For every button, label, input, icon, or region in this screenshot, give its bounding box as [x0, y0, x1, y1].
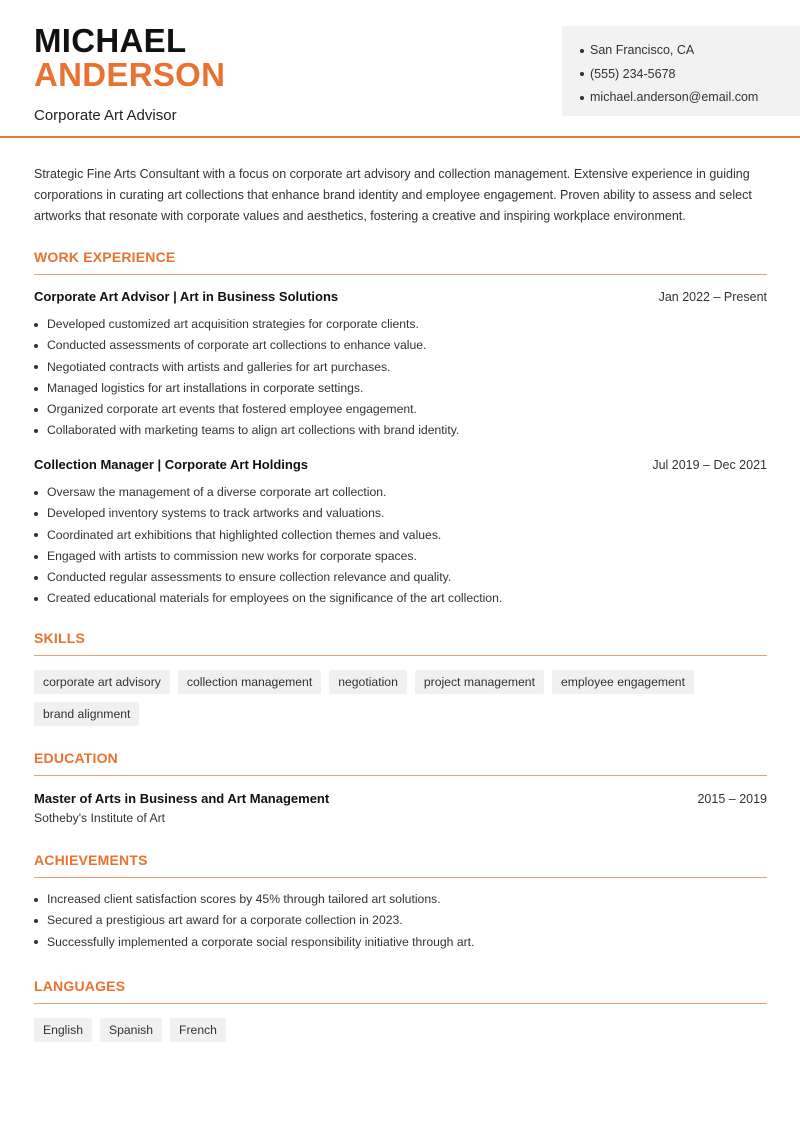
bullet-icon [34, 512, 38, 516]
bullet-icon [34, 919, 38, 923]
bullet-icon [34, 898, 38, 902]
bullet-icon [34, 491, 38, 495]
skill-tag: project management [415, 670, 544, 694]
phone-text: (555) 234-5678 [590, 66, 676, 81]
skill-tag: brand alignment [34, 702, 139, 726]
name-block [34, 24, 225, 124]
bullet-text: Developed inventory systems to track artworks and valuations. [47, 506, 385, 521]
bullet-icon [34, 940, 38, 944]
job-role: Corporate Art Advisor | Art in Business Solutions [34, 289, 339, 304]
job-entry [34, 457, 767, 610]
bullet-icon [34, 429, 38, 433]
language-tag: Spanish [100, 1018, 162, 1042]
email-text[interactable]: michael.anderson@email.com [590, 90, 759, 104]
list-item [34, 588, 767, 609]
bullet-text: Successfully implemented a corporate social responsibility initiative through art. [47, 934, 475, 949]
bullet-text: Conducted regular assessments to ensure collection relevance and quality. [47, 570, 452, 585]
skill-tag: employee engagement [552, 670, 694, 694]
job-role: Collection Manager | Corporate Art Holdings [34, 457, 309, 472]
language-tag: English [34, 1018, 92, 1042]
bullet-text: Secured a prestigious art award for a corporate collection in 2023. [47, 913, 403, 928]
education-heading: EDUCATION [34, 750, 767, 776]
list-item [34, 420, 767, 441]
bullet-icon [34, 344, 38, 348]
school: Sotheby's Institute of Art [34, 811, 166, 825]
bullet-icon [34, 576, 38, 580]
bullet-icon [34, 555, 38, 559]
job-dates: Jul 2019 – Dec 2021 [652, 458, 767, 472]
job-bullets [34, 314, 767, 442]
bullet-icon [34, 408, 38, 412]
bullet-icon [34, 597, 38, 601]
skills-heading: SKILLS [34, 630, 767, 656]
job-dates: Jan 2022 – Present [658, 290, 767, 304]
bullet-text: Increased client satisfaction scores by 45% through tailored art solutions. [47, 892, 441, 906]
bullet-text: Oversaw the management of a diverse corporate art collection. [47, 485, 387, 499]
bullet-icon [580, 96, 584, 100]
bullet-icon [580, 49, 584, 53]
list-item [34, 357, 767, 378]
bullet-text: Engaged with artists to commission new works for corporate spaces. [47, 548, 417, 563]
contact-phone [580, 63, 800, 87]
location-text: San Francisco, CA [590, 43, 695, 57]
list-item [34, 378, 767, 399]
work-experience-heading: WORK EXPERIENCE [34, 249, 767, 275]
contact-location [580, 39, 800, 63]
bullet-text: Negotiated contracts with artists and galleries for art purchases. [47, 359, 391, 374]
bullet-text: Organized corporate art events that fostered employee engagement. [47, 402, 417, 417]
list-item [34, 889, 767, 910]
list-item [34, 910, 767, 931]
achievements-list [34, 889, 767, 953]
education-dates: 2015 – 2019 [697, 792, 767, 806]
bullet-icon [580, 72, 584, 76]
job-entry [34, 289, 767, 442]
bullet-text: Developed customized art acquisition strategies for corporate clients. [47, 317, 419, 331]
job-title: Corporate Art Advisor [34, 107, 177, 124]
contact-box [562, 26, 800, 116]
list-item [34, 335, 767, 356]
skill-tag: collection management [178, 670, 321, 694]
list-item [34, 503, 767, 524]
achievements-heading: ACHIEVEMENTS [34, 852, 767, 878]
list-item [34, 525, 767, 546]
list-item [34, 932, 767, 953]
languages-list [34, 1018, 767, 1042]
contact-email [580, 86, 800, 110]
list-item [34, 314, 767, 335]
last-name: ANDERSON [34, 56, 226, 93]
list-item [34, 482, 767, 503]
language-tag: French [170, 1018, 226, 1042]
list-item [34, 399, 767, 420]
degree: Master of Arts in Business and Art Management [34, 791, 330, 806]
bullet-icon [34, 365, 38, 369]
skill-tag: corporate art advisory [34, 670, 170, 694]
education-entry [34, 791, 767, 825]
skill-tag: negotiation [329, 670, 407, 694]
bullet-text: Coordinated art exhibitions that highlighted collection themes and values. [47, 527, 442, 542]
bullet-icon [34, 387, 38, 391]
first-name: MICHAEL [34, 22, 187, 59]
bullet-text: Conducted assessments of corporate art collections to enhance value. [47, 338, 427, 353]
bullet-text: Collaborated with marketing teams to align art collections with brand identity. [47, 423, 460, 438]
job-bullets [34, 482, 767, 610]
bullet-icon [34, 323, 38, 327]
skills-list [34, 670, 767, 726]
list-item [34, 546, 767, 567]
bullet-text: Managed logistics for art installations in corporate settings. [47, 380, 364, 395]
bullet-text: Created educational materials for employees on the significance of the art collection. [47, 591, 503, 606]
bullet-icon [34, 533, 38, 537]
list-item [34, 567, 767, 588]
summary: Strategic Fine Arts Consultant with a focus on corporate art advisory and collection management. Extensive experience in guiding corporations in curating art collections that enhance brand identity and employee engagement. Proven ability to assess and select artworks that resonate with corporate values and aesthetics, fostering a creative and inspiring workplace environment. [34, 167, 752, 223]
languages-heading: LANGUAGES [34, 978, 767, 1004]
resume-header [0, 0, 800, 138]
